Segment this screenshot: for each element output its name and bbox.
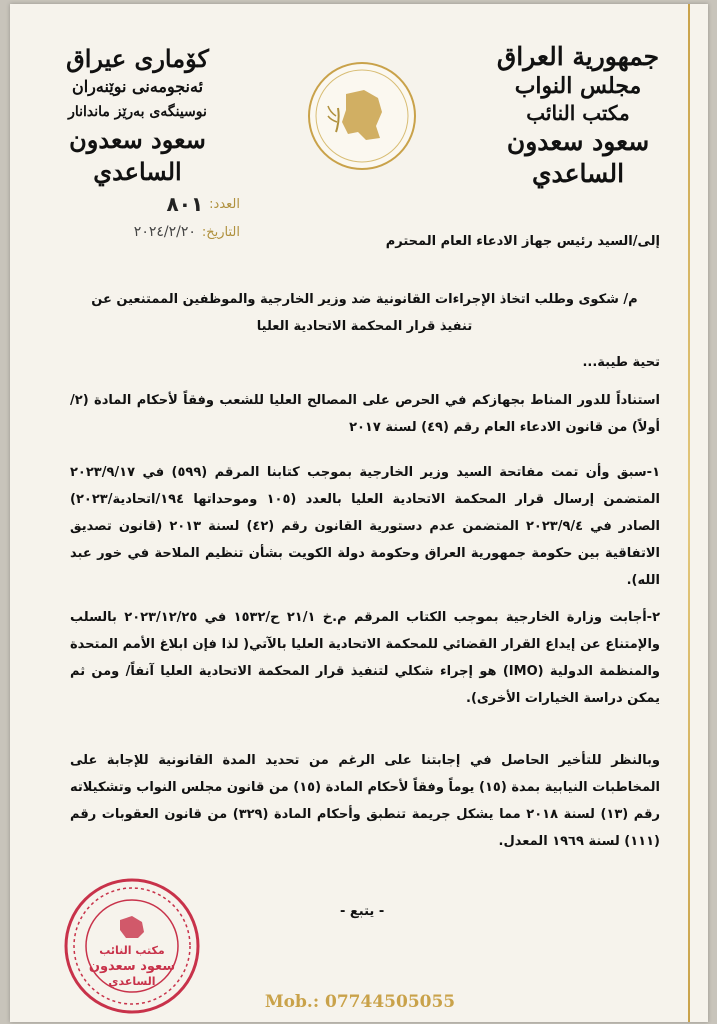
- paragraph-point-2: ٢-أجابت وزارة الخارجية بموجب الكتاب المرقم م.خ ٢١/١ ح/١٥٣٢ في ٢٠٢٣/١٢/٢٥ بالسلب والإمتناع عن إيداع القرار القضائي للمحكمة الاتحادية العليا بالآتي( لذا فإن ابلاغ الأمم المتحدة والمنظمة الدولية (IMO) هو إجراء شكلي لتنفيذ قرار المحكمة الاتحادية العليا آنفاً/ ومن ثم يمكن دراسة الخيارات الأخرى).: [70, 610, 661, 706]
- subject-line: م/ شكوى وطلب اتخاذ الإجراءات القانونية ضد وزير الخارجية والموظفين الممتنعين عن تنفيذ قرار المحكمة الاتحادية العليا: [91, 292, 638, 334]
- stamp-line-2: سعود سعدون: [88, 959, 176, 974]
- number-row: [40, 190, 240, 218]
- addressee: إلى/السيد رئيس جهاز الادعاء العام المحترم: [385, 234, 660, 249]
- continued-note: - يتبع -: [340, 904, 385, 919]
- number-value: ٨٠١: [166, 192, 204, 216]
- header-ku-name: سعود سعدون الساعدي: [69, 125, 206, 186]
- stamp-line-1: مكتب النائب: [99, 944, 165, 957]
- header-ar-name: سعود سعدون الساعدي: [506, 127, 650, 188]
- red-seal-icon: [62, 876, 202, 1016]
- paragraph-intro: استناداً للدور المناط بجهازكم في الحرص على المصالح العليا للشعب وفقاً لأحكام المادة (٢/أولاً) من قانون الادعاء العام رقم (٤٩) لسنة ٢٠١٧: [70, 393, 660, 435]
- stamp-line-3: الساعدي: [108, 975, 156, 988]
- number-label: العدد:: [209, 196, 240, 212]
- iraq-map-emblem-icon: [306, 60, 418, 172]
- header-kurdish: [30, 44, 245, 188]
- header-ku-country: كۆماری عیراق: [66, 44, 209, 73]
- gold-margin-line: [688, 4, 690, 1022]
- mobile-number: Mob.: 07744505055: [264, 992, 456, 1012]
- date-label: التاريخ:: [201, 224, 240, 240]
- header-ku-council: ئەنجومەنی نوێنەران: [71, 77, 204, 96]
- header-ar-country: جمهورية العراق: [496, 42, 660, 71]
- parliament-logo: [306, 60, 418, 172]
- paragraph-point-1: ١-سبق وأن تمت مفاتحة السيد وزير الخارجية بموجب كتابنا المرقم (٥٩٩) في ٢٠٢٣/٩/١٧ المتضمن إرسال قرار المحكمة الاتحادية العليا بالعدد (١٠٥ وموحداتها ١٩٤/اتحادية/٢٠٢٣) الصادر في ٢٠٢٣/٩/٤ المتضمن عدم دستورية القانون رقم (٤٢) لسنة ٢٠١٣ (قانون تصديق الاتفاقية بين حكومة جمهورية العراق وحكومة دولة الكويت بشأن تنظيم الملاحة في خور عبد الله).: [70, 465, 661, 588]
- header-ar-office: مكتب النائب: [526, 101, 630, 125]
- greeting: تحية طيبة...: [582, 355, 660, 370]
- letter-page: [10, 4, 708, 1022]
- paragraph-conclusion: وبالنظر للتأخير الحاصل في إجابتنا على الرغم من تحديد المدة القانونية للإجابة على المخاطبات النيابية بمدة (١٥) يوماً وفقاً لأحكام المادة (١٥) من قانون مجلس النواب وتشكيلاته رقم (١٣) لسنة ٢٠١٨ مما يشكل جريمة تنطبق وأحكام المادة (٣٢٩) من قانون العقوبات رقم (١١١) لسنة ١٩٦٩ المعدل.: [70, 753, 661, 849]
- header-ar-council: مجلس النواب: [514, 73, 642, 99]
- header-arabic: [478, 42, 678, 190]
- header-ku-office: نوسینگەی بەرێز ماندانار: [68, 104, 207, 120]
- official-stamp: [62, 876, 202, 1016]
- date-value: ٢٠٢٤/٢/٢٠: [133, 224, 196, 240]
